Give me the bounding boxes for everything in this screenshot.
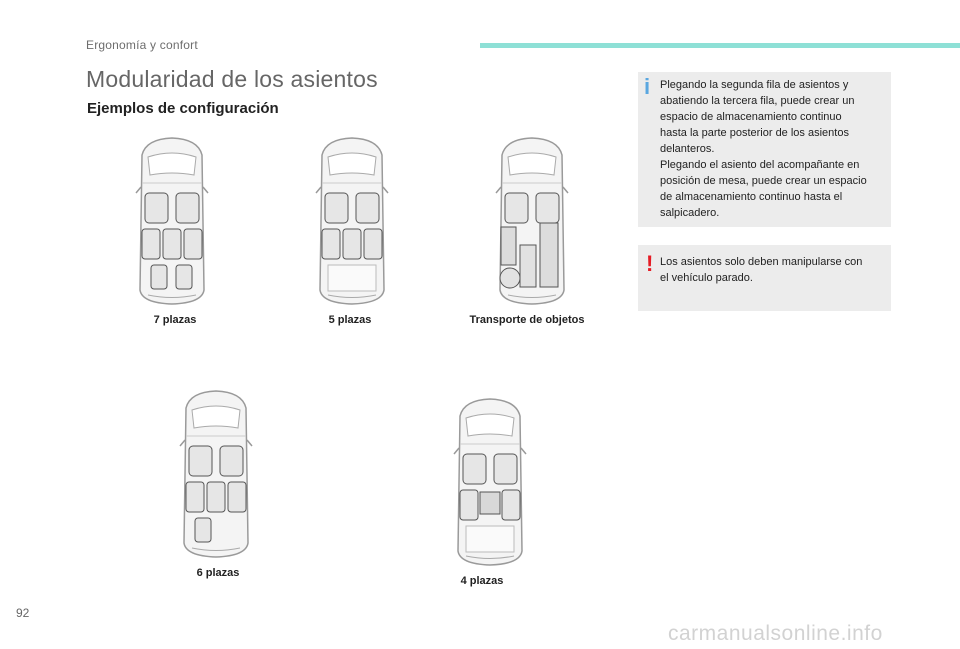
info-line: espacio de almacenamiento continuo <box>660 111 842 123</box>
warning-note <box>638 245 891 311</box>
info-note-text <box>660 77 888 221</box>
page-subtitle: Ejemplos de configuración <box>87 100 279 117</box>
info-line: Plegando el asiento del acompañante en <box>660 159 860 171</box>
caption-7-seats: 7 plazas <box>153 314 197 326</box>
caption-4-seats: 4 plazas <box>460 575 504 587</box>
page-number: 92 <box>16 606 30 620</box>
info-note <box>638 72 891 227</box>
warning-icon: ! <box>646 251 654 276</box>
info-line: abatiendo la tercera fila, puede crear un <box>660 95 855 107</box>
car-diagram-7-seats <box>134 135 210 307</box>
info-line: hasta la parte posterior de los asientos <box>660 127 849 139</box>
page-title: Modularidad de los asientos <box>86 66 378 92</box>
info-line: delanteros. <box>660 143 715 155</box>
car-diagram-object-transport <box>494 135 570 307</box>
warning-line: Los asientos solo deben manipularse con <box>660 256 863 268</box>
caption-6-seats: 6 plazas <box>196 567 240 579</box>
car-diagram-5-seats <box>314 135 390 307</box>
header-accent-bar <box>480 43 960 48</box>
section-header: Ergonomía y confort <box>86 38 198 52</box>
car-diagram-6-seats <box>178 388 254 560</box>
car-diagram-4-seats <box>452 396 528 568</box>
warning-note-text <box>660 254 888 286</box>
warning-line: el vehículo parado. <box>660 272 753 284</box>
caption-5-seats: 5 plazas <box>328 314 372 326</box>
info-icon: i <box>644 74 651 99</box>
watermark: carmanualsonline.info <box>668 622 883 645</box>
info-line: de almacenamiento continuo hasta el <box>660 191 843 203</box>
info-line: salpicadero. <box>660 207 720 219</box>
caption-object-transport: Transporte de objetos <box>469 314 585 326</box>
info-line: Plegando la segunda fila de asientos y <box>660 79 849 91</box>
info-line: posición de mesa, puede crear un espacio <box>660 175 867 187</box>
